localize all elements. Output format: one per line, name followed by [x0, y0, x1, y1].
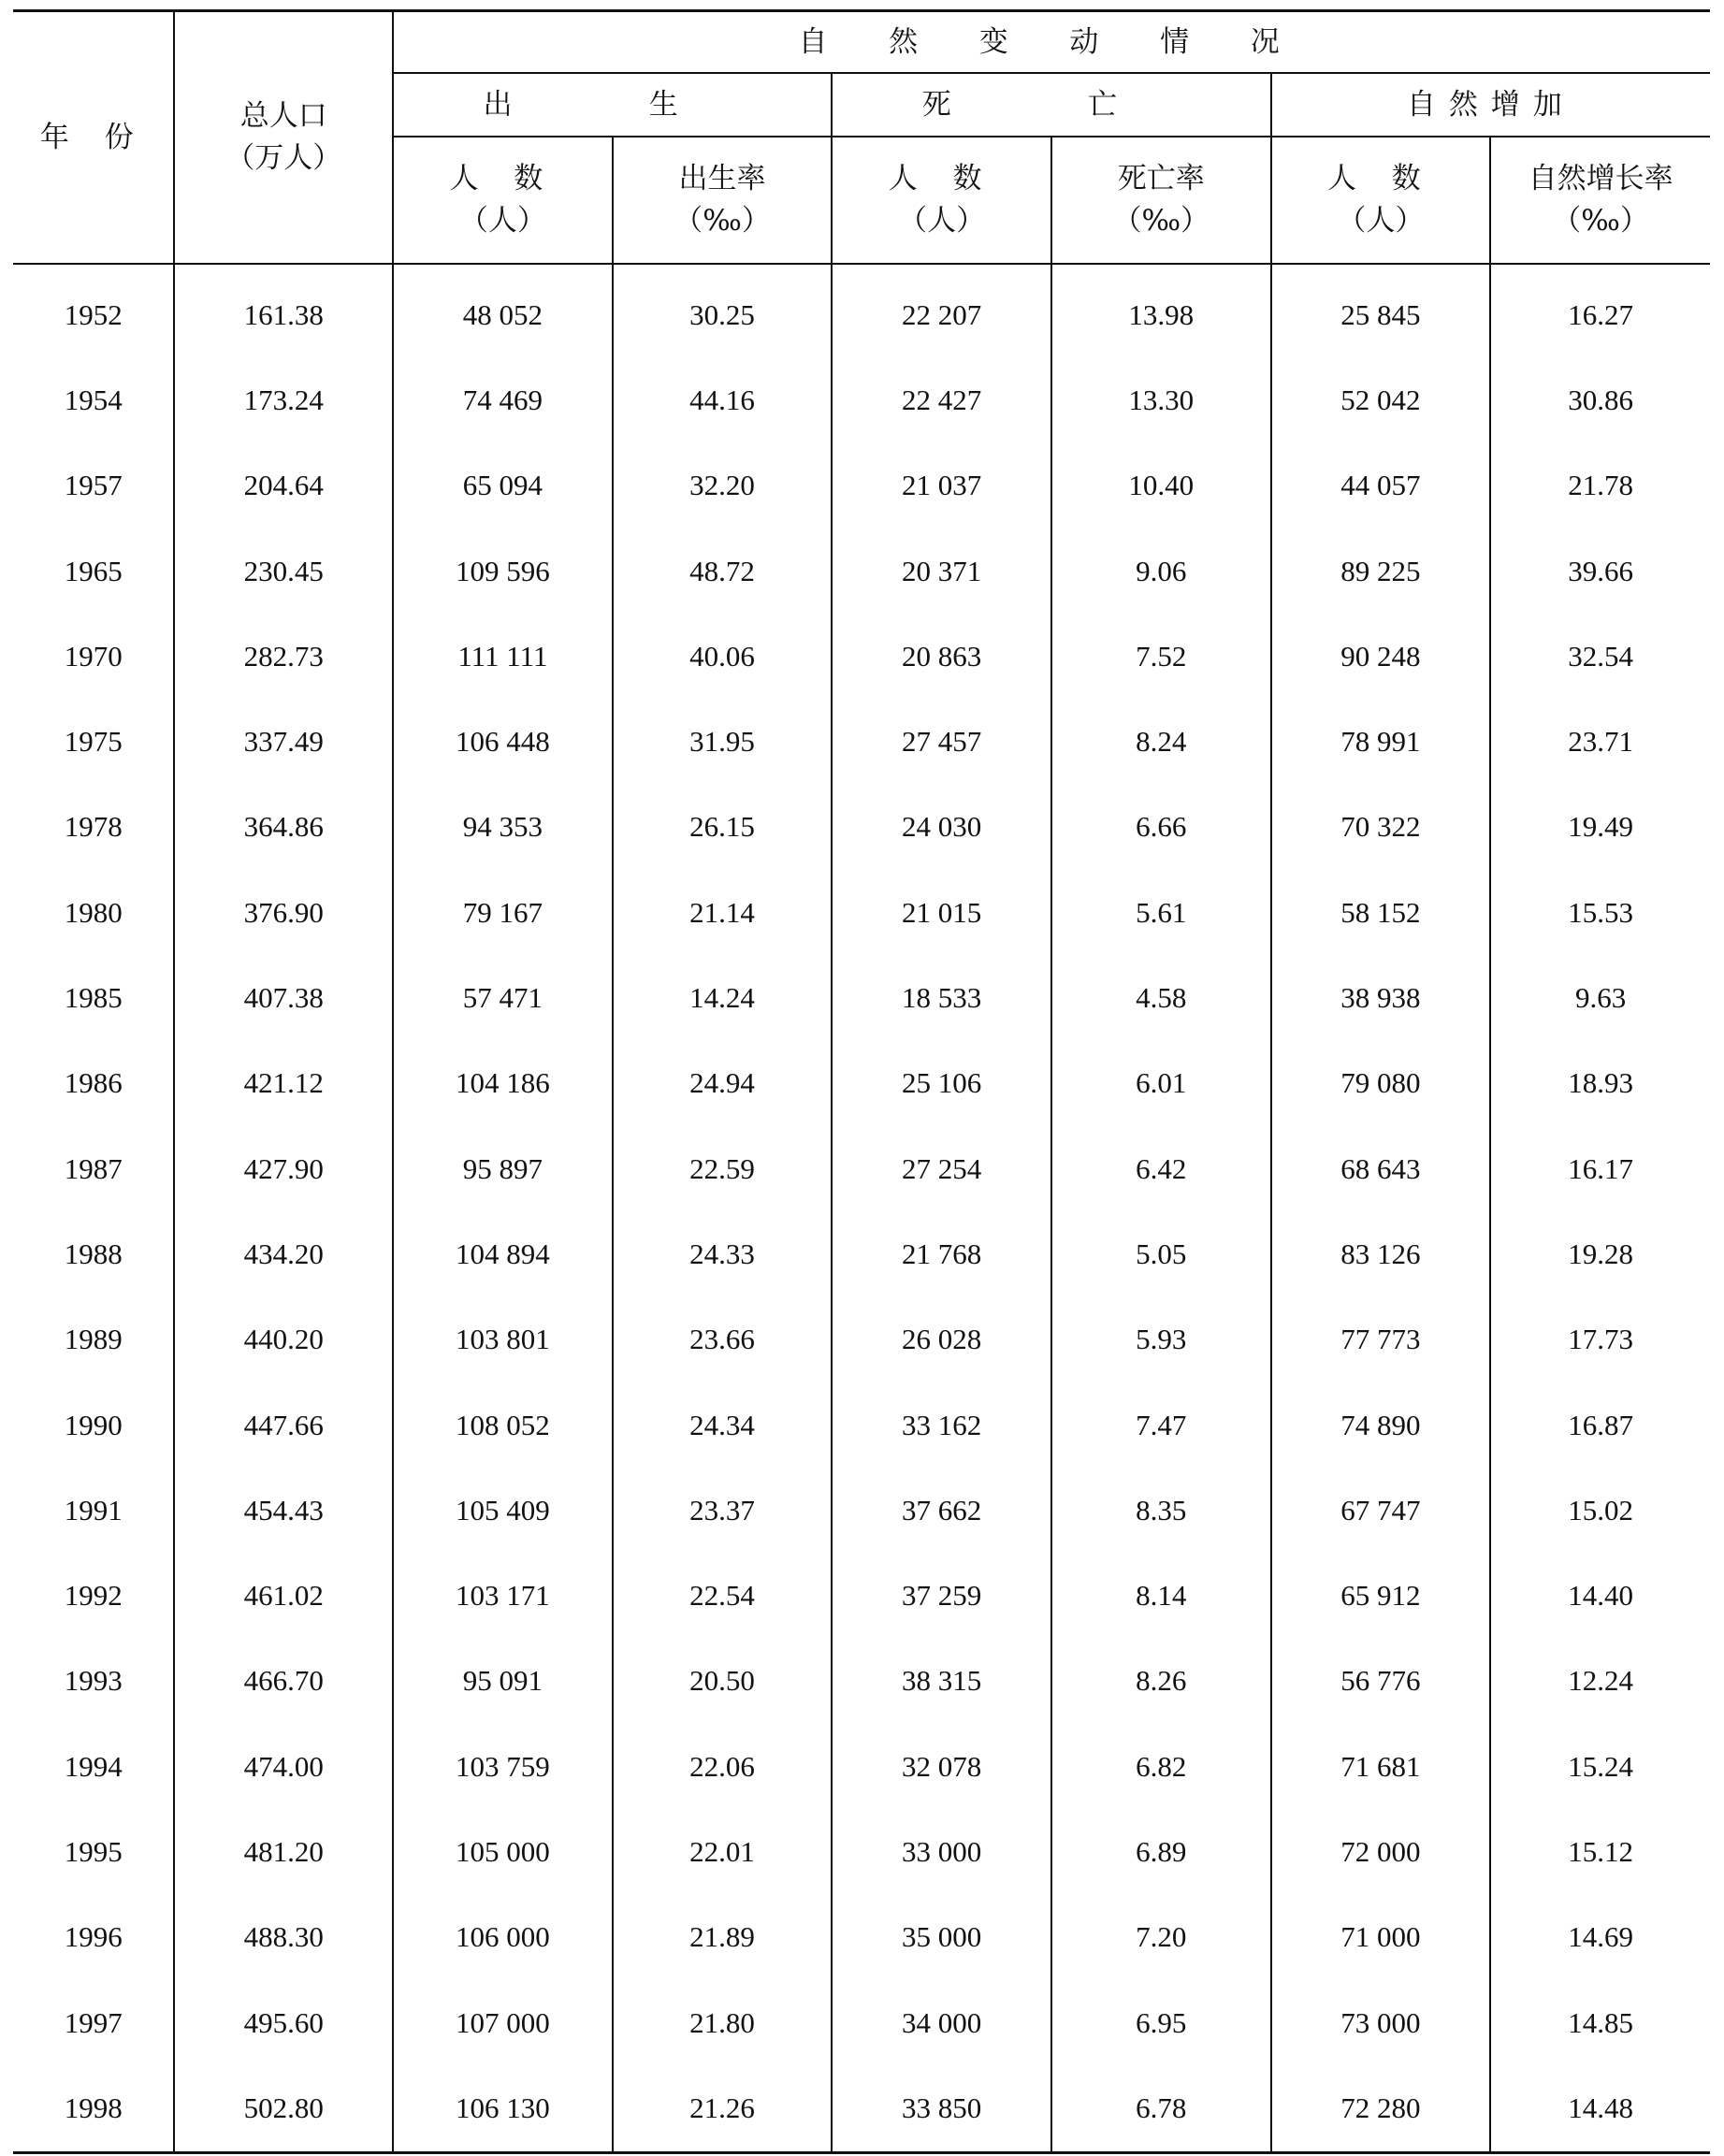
table-row	[13, 264, 1710, 357]
header-birth-count-unit: （人）	[458, 204, 546, 238]
cell-total-population: 466.70	[174, 1639, 393, 1724]
cell-growth-rate: 9.63	[1574, 981, 1627, 1015]
header-natural-change	[393, 11, 1710, 74]
cell-death-rate: 13.98	[1051, 264, 1271, 357]
header-death	[832, 73, 1270, 137]
cell-birth-rate: 21.14	[613, 870, 833, 955]
cell-birth-count: 106 000	[393, 1895, 613, 1980]
cell-growth-rate: 19.28	[1568, 1237, 1633, 1270]
cell-birth-rate: 44.16	[613, 357, 833, 442]
header-death-rate-unit: （‰）	[1112, 204, 1210, 238]
cell-birth-rate: 32.20	[613, 443, 833, 528]
cell-total-population: 204.64	[174, 443, 393, 528]
cell-year: 1988	[13, 1211, 174, 1296]
header-death-rate-label: 死亡率	[1117, 162, 1205, 196]
cell-birth-rate: 22.54	[613, 1553, 833, 1638]
cell-year: 1954	[13, 357, 174, 442]
cell-death-rate: 9.06	[1051, 528, 1271, 614]
cell-birth-rate: 48.72	[613, 528, 833, 614]
header-growth-rate	[1490, 137, 1710, 264]
cell-year: 1985	[13, 955, 174, 1040]
cell-death-count: 35 000	[832, 1895, 1051, 1980]
cell-death-rate: 6.01	[1051, 1041, 1271, 1126]
cell-birth-count: 105 000	[393, 1809, 613, 1894]
population-natural-change-table	[13, 9, 1710, 2154]
cell-birth-count: 57 471	[393, 955, 613, 1040]
cell-birth-count: 103 171	[393, 1553, 613, 1638]
cell-birth-rate: 40.06	[613, 614, 833, 699]
cell-birth-count: 103 801	[393, 1297, 613, 1382]
cell-death-rate: 6.95	[1051, 1980, 1271, 2065]
cell-total-population: 481.20	[174, 1809, 393, 1894]
cell-birth-rate: 14.24	[613, 955, 833, 1040]
cell-year: 1970	[13, 614, 174, 699]
cell-birth-rate: 22.06	[613, 1724, 833, 1809]
cell-year: 1998	[13, 2065, 174, 2152]
cell-death-count: 21 037	[832, 443, 1051, 528]
cell-death-count: 21 015	[832, 870, 1051, 955]
cell-year: 1987	[13, 1126, 174, 1211]
cell-increase-count: 44 057	[1271, 443, 1491, 528]
header-birth-rate	[613, 137, 833, 264]
cell-death-rate: 6.78	[1051, 2065, 1271, 2152]
header-birth-rate-unit: （‰）	[674, 204, 771, 238]
cell-death-rate: 8.26	[1051, 1639, 1271, 1724]
cell-birth-count: 105 409	[393, 1468, 613, 1553]
cell-growth-rate: 32.54	[1568, 639, 1633, 673]
cell-death-count: 32 078	[832, 1724, 1051, 1809]
cell-total-population: 376.90	[174, 870, 393, 955]
cell-total-population: 282.73	[174, 614, 393, 699]
table-body	[13, 264, 1710, 2152]
header-total-population-label: 总人口	[239, 99, 327, 134]
cell-growth-rate: 21.78	[1568, 469, 1633, 502]
header-birth-rate-label: 出生率	[678, 162, 766, 196]
cell-death-rate: 8.14	[1051, 1553, 1271, 1638]
cell-growth-rate: 19.49	[1568, 810, 1633, 844]
header-year	[13, 11, 174, 265]
cell-growth-rate: 14.48	[1490, 2065, 1710, 2152]
cell-death-rate: 7.47	[1051, 1382, 1271, 1468]
table-row	[13, 614, 1710, 699]
cell-total-population: 440.20	[174, 1297, 393, 1382]
cell-year: 1978	[13, 785, 174, 870]
header-birth	[393, 73, 832, 137]
cell-increase-count: 74 890	[1271, 1382, 1491, 1468]
table-row	[13, 699, 1710, 784]
cell-increase-count: 52 042	[1271, 357, 1491, 442]
table-row	[13, 1382, 1710, 1468]
cell-growth-rate: 18.93	[1568, 1066, 1633, 1100]
cell-increase-count: 78 991	[1271, 699, 1491, 784]
cell-birth-count: 104 894	[393, 1211, 613, 1296]
cell-year: 1957	[13, 443, 174, 528]
cell-death-rate: 7.52	[1051, 614, 1271, 699]
cell-death-count: 33 000	[832, 1809, 1051, 1894]
cell-growth-rate: 14.69	[1568, 1920, 1633, 1954]
table-row	[13, 528, 1710, 614]
cell-birth-count: 108 052	[393, 1382, 613, 1468]
cell-increase-count: 38 938	[1271, 955, 1491, 1040]
cell-birth-rate: 21.80	[613, 1980, 833, 2065]
cell-increase-count: 67 747	[1271, 1468, 1491, 1553]
header-death-rate	[1051, 137, 1271, 264]
cell-birth-count: 79 167	[393, 870, 613, 955]
cell-total-population: 495.60	[174, 1980, 393, 2065]
cell-total-population: 454.43	[174, 1468, 393, 1553]
cell-birth-count: 103 759	[393, 1724, 613, 1809]
cell-year: 1990	[13, 1382, 174, 1468]
cell-increase-count: 72 000	[1271, 1809, 1491, 1894]
cell-birth-count: 104 186	[393, 1041, 613, 1126]
cell-birth-count: 106 130	[393, 2065, 613, 2152]
cell-total-population: 407.38	[174, 955, 393, 1040]
cell-death-count: 37 259	[832, 1553, 1051, 1638]
header-death-count	[832, 137, 1051, 264]
cell-birth-count: 65 094	[393, 443, 613, 528]
cell-death-rate: 4.58	[1051, 955, 1271, 1040]
cell-increase-count: 77 773	[1271, 1297, 1491, 1382]
table-row	[13, 1297, 1710, 1382]
table-row	[13, 357, 1710, 442]
header-growth-rate-label: 自然增长率	[1528, 162, 1673, 196]
table-row	[13, 955, 1710, 1040]
cell-increase-count: 71 000	[1271, 1895, 1491, 1980]
cell-year: 1992	[13, 1553, 174, 1638]
cell-birth-rate: 22.59	[613, 1126, 833, 1211]
header-total-population-unit: （万人）	[225, 141, 342, 175]
cell-death-count: 33 162	[832, 1382, 1051, 1468]
cell-year: 1989	[13, 1297, 174, 1382]
cell-growth-rate: 23.71	[1568, 725, 1633, 759]
cell-growth-rate: 16.87	[1568, 1408, 1633, 1441]
cell-year: 1991	[13, 1468, 174, 1553]
table-row	[13, 1980, 1710, 2065]
cell-death-rate: 5.61	[1051, 870, 1271, 955]
table-row	[13, 1895, 1710, 1980]
cell-death-rate: 8.35	[1051, 1468, 1271, 1553]
cell-birth-count: 109 596	[393, 528, 613, 614]
cell-death-rate: 6.42	[1051, 1126, 1271, 1211]
cell-increase-count: 73 000	[1271, 1980, 1491, 2065]
cell-death-count: 27 254	[832, 1126, 1051, 1211]
cell-death-rate: 6.66	[1051, 785, 1271, 870]
table-row	[13, 1126, 1710, 1211]
table-row	[13, 1809, 1710, 1894]
cell-growth-rate: 16.27	[1568, 297, 1633, 331]
cell-death-rate: 10.40	[1051, 443, 1271, 528]
table-header	[13, 11, 1710, 265]
cell-birth-count: 106 448	[393, 699, 613, 784]
table-row	[13, 1041, 1710, 1126]
cell-total-population: 502.80	[174, 2065, 393, 2152]
cell-total-population: 230.45	[174, 528, 393, 614]
cell-year: 1965	[13, 528, 174, 614]
cell-birth-count: 111 111	[393, 614, 613, 699]
cell-increase-count: 90 248	[1271, 614, 1491, 699]
header-total-population	[174, 11, 393, 265]
cell-total-population: 434.20	[174, 1211, 393, 1296]
cell-increase-count: 89 225	[1271, 528, 1491, 614]
cell-year: 1996	[13, 1895, 174, 1980]
cell-total-population: 161.38	[174, 264, 393, 357]
cell-total-population: 447.66	[174, 1382, 393, 1468]
table-row	[13, 870, 1710, 955]
table-row	[13, 1553, 1710, 1638]
cell-death-rate: 13.30	[1051, 357, 1271, 442]
cell-increase-count: 68 643	[1271, 1126, 1491, 1211]
cell-growth-rate: 16.17	[1568, 1151, 1633, 1185]
cell-increase-count: 79 080	[1271, 1041, 1491, 1126]
cell-birth-rate: 23.66	[613, 1297, 833, 1382]
cell-growth-rate: 17.73	[1568, 1323, 1633, 1356]
cell-total-population: 461.02	[174, 1553, 393, 1638]
cell-increase-count: 65 912	[1271, 1553, 1491, 1638]
cell-total-population: 474.00	[174, 1724, 393, 1809]
header-growth-rate-unit: （‰）	[1552, 204, 1649, 238]
population-table-container	[13, 9, 1710, 2154]
cell-death-count: 24 030	[832, 785, 1051, 870]
cell-year: 1975	[13, 699, 174, 784]
cell-year: 1980	[13, 870, 174, 955]
cell-increase-count: 56 776	[1271, 1639, 1491, 1724]
cell-increase-count: 83 126	[1271, 1211, 1491, 1296]
cell-death-rate: 6.82	[1051, 1724, 1271, 1809]
header-increase-count	[1271, 137, 1491, 264]
header-natural-change-label: 自 然 变 动 情 况	[798, 24, 1306, 59]
cell-increase-count: 70 322	[1271, 785, 1491, 870]
cell-birth-rate: 30.25	[613, 264, 833, 357]
cell-death-count: 37 662	[832, 1468, 1051, 1553]
cell-death-count: 20 863	[832, 614, 1051, 699]
cell-birth-rate: 24.94	[613, 1041, 833, 1126]
cell-death-rate: 6.89	[1051, 1809, 1271, 1894]
cell-increase-count: 72 280	[1271, 2065, 1491, 2152]
cell-birth-rate: 23.37	[613, 1468, 833, 1553]
cell-increase-count: 71 681	[1271, 1724, 1491, 1809]
header-death-count-label: 人 数	[888, 162, 995, 196]
header-birth-label: 出 生	[483, 87, 742, 122]
cell-death-count: 18 533	[832, 955, 1051, 1040]
cell-growth-rate: 14.85	[1568, 2005, 1633, 2039]
cell-death-count: 22 427	[832, 357, 1051, 442]
table-row	[13, 1639, 1710, 1724]
table-row	[13, 1211, 1710, 1296]
cell-total-population: 421.12	[174, 1041, 393, 1126]
cell-birth-count: 95 091	[393, 1639, 613, 1724]
cell-year: 1952	[13, 264, 174, 357]
table-row	[13, 1468, 1710, 1553]
cell-total-population: 427.90	[174, 1126, 393, 1211]
cell-death-count: 22 207	[832, 264, 1051, 357]
cell-birth-rate: 21.26	[613, 2065, 833, 2152]
cell-total-population: 364.86	[174, 785, 393, 870]
cell-death-count: 25 106	[832, 1041, 1051, 1126]
cell-growth-rate: 15.12	[1568, 1834, 1633, 1868]
cell-birth-rate: 26.15	[613, 785, 833, 870]
cell-growth-rate: 12.24	[1568, 1664, 1633, 1698]
cell-birth-rate: 31.95	[613, 699, 833, 784]
cell-birth-rate: 24.33	[613, 1211, 833, 1296]
cell-death-count: 33 850	[832, 2065, 1051, 2152]
cell-growth-rate: 15.24	[1568, 1749, 1633, 1783]
cell-birth-rate: 20.50	[613, 1639, 833, 1724]
cell-year: 1986	[13, 1041, 174, 1126]
cell-death-rate: 8.24	[1051, 699, 1271, 784]
cell-growth-rate: 15.53	[1568, 895, 1633, 929]
cell-growth-rate: 39.66	[1568, 554, 1633, 587]
cell-year: 1997	[13, 1980, 174, 2065]
header-birth-count	[393, 137, 613, 264]
cell-birth-count: 74 469	[393, 357, 613, 442]
table-row	[13, 785, 1710, 870]
cell-increase-count: 25 845	[1271, 264, 1491, 357]
header-natural-increase	[1271, 73, 1710, 137]
cell-growth-rate: 15.02	[1568, 1493, 1633, 1527]
cell-year: 1994	[13, 1724, 174, 1809]
cell-death-rate: 5.93	[1051, 1297, 1271, 1382]
cell-birth-count: 107 000	[393, 1980, 613, 2065]
cell-death-count: 26 028	[832, 1297, 1051, 1382]
cell-birth-rate: 22.01	[613, 1809, 833, 1894]
cell-death-count: 27 457	[832, 699, 1051, 784]
cell-year: 1995	[13, 1809, 174, 1894]
header-natural-increase-label: 自然增加	[1406, 87, 1575, 122]
cell-death-rate: 7.20	[1051, 1895, 1271, 1980]
cell-birth-count: 95 897	[393, 1126, 613, 1211]
header-birth-count-label: 人 数	[449, 162, 557, 196]
table-row	[13, 443, 1710, 528]
header-increase-count-label: 人 数	[1327, 162, 1434, 196]
table-row	[13, 2065, 1710, 2152]
cell-death-count: 38 315	[832, 1639, 1051, 1724]
cell-total-population: 337.49	[174, 699, 393, 784]
cell-birth-count: 94 353	[393, 785, 613, 870]
cell-birth-rate: 21.89	[613, 1895, 833, 1980]
cell-death-count: 21 768	[832, 1211, 1051, 1296]
header-death-label: 死 亡	[921, 87, 1181, 122]
table-row	[13, 1724, 1710, 1809]
cell-total-population: 488.30	[174, 1895, 393, 1980]
cell-birth-count: 48 052	[393, 264, 613, 357]
header-death-count-unit: （人）	[898, 204, 986, 238]
header-increase-count-unit: （人）	[1337, 204, 1425, 238]
cell-increase-count: 58 152	[1271, 870, 1491, 955]
cell-birth-rate: 24.34	[613, 1382, 833, 1468]
cell-death-count: 20 371	[832, 528, 1051, 614]
cell-growth-rate: 30.86	[1568, 383, 1633, 416]
cell-total-population: 173.24	[174, 357, 393, 442]
header-year-label: 年 份	[39, 120, 147, 154]
cell-year: 1993	[13, 1639, 174, 1724]
cell-growth-rate: 14.40	[1568, 1579, 1633, 1613]
cell-death-count: 34 000	[832, 1980, 1051, 2065]
cell-death-rate: 5.05	[1051, 1211, 1271, 1296]
